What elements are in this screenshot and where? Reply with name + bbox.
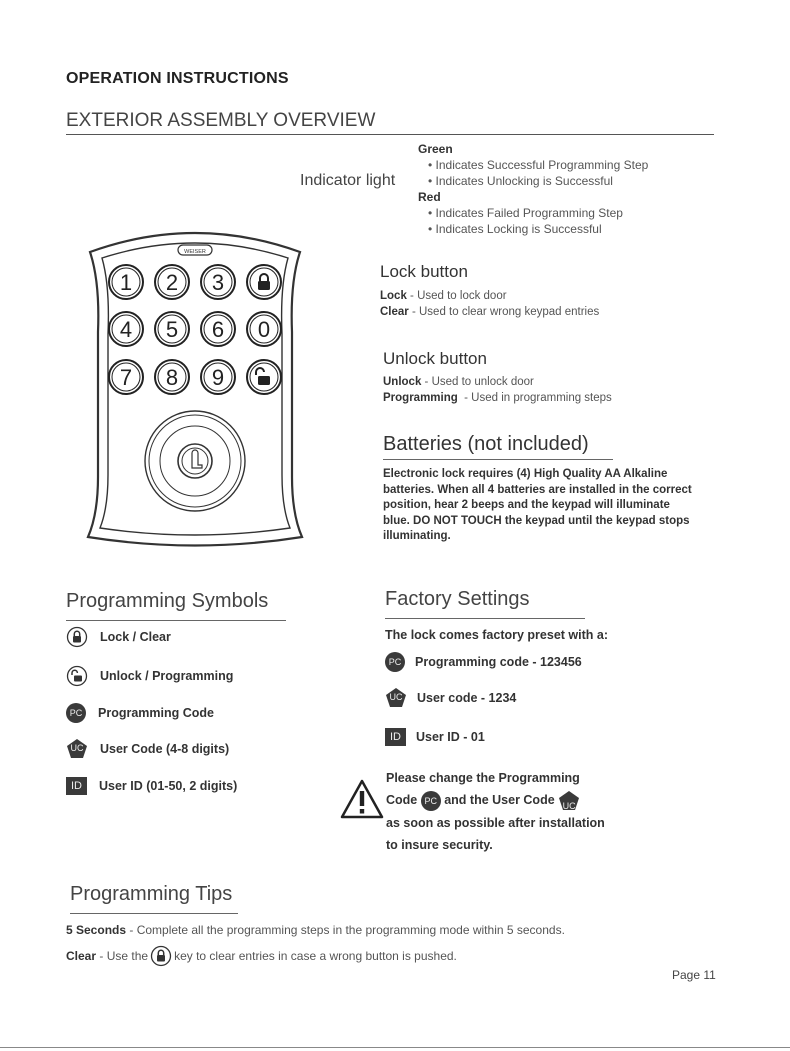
symbol-row: Lock / Clear: [66, 626, 171, 648]
security-warning: Please change the Programming Code PC and the User Code UC as soon as possible after installation to insure security.: [386, 771, 605, 852]
brand-logo-text: WEISER: [184, 249, 206, 255]
red-item: • Indicates Locking is Successful: [428, 222, 602, 236]
unlock-button-title: Unlock button: [383, 349, 487, 368]
pc-icon: PC: [385, 652, 405, 672]
tip-5-seconds: 5 Seconds - Complete all the programming steps in the programming mode within 5 seconds.: [66, 923, 565, 937]
uc-icon: UC: [558, 790, 580, 812]
lock-button-title: Lock button: [380, 262, 468, 281]
keypad-key-5: [155, 312, 189, 346]
id-icon: ID: [385, 728, 406, 746]
lock-icon: [66, 626, 88, 648]
batteries-text: Electronic lock requires (4) High Quality AA Alkaline batteries. When all 4 batteries are installed in the correct position, hear 2 beeps and the keypad will illuminate blue. DO NOT TOUCH the keypad until the keypad stops illuminating.: [383, 468, 692, 542]
unlock-icon: [66, 665, 88, 687]
svg-text:5: 5: [165, 317, 179, 342]
keypad-lock-key: [247, 265, 281, 299]
programming-symbols-title: Programming Symbols: [66, 590, 269, 612]
symbol-row: ID User ID (01-50, 2 digits): [66, 777, 237, 795]
factory-item: PC Programming code - 123456: [385, 652, 582, 672]
symbol-row: UC User Code (4-8 digits): [66, 738, 229, 760]
keypad-illustration: [80, 222, 310, 547]
keypad-key-6: [201, 312, 235, 346]
pc-icon: PC: [66, 703, 86, 723]
keypad-key-3: [201, 265, 235, 299]
factory-item: UC User code - 1234: [385, 687, 516, 709]
keypad-key-0: [247, 312, 281, 346]
id-icon: ID: [66, 777, 87, 795]
svg-text:2: 2: [165, 270, 179, 295]
svg-text:1: 1: [119, 270, 133, 295]
keypad-key-9: [201, 360, 235, 394]
keypad-key-4: [109, 312, 143, 346]
key-cylinder: [178, 444, 212, 478]
tips-underline: [70, 913, 238, 914]
lock-button-desc: Lock - Used to lock door Clear - Used to clear wrong keypad entries: [380, 290, 600, 318]
keypad-key-8: [155, 360, 189, 394]
indicator-light-label: Indicator light: [300, 172, 396, 189]
lock-icon: [150, 945, 172, 967]
batteries-underline: [383, 459, 613, 460]
uc-icon: UC: [66, 738, 88, 760]
factory-item: ID User ID - 01: [385, 728, 485, 746]
svg-text:7: 7: [119, 365, 133, 390]
symbol-row: PC Programming Code: [66, 703, 214, 723]
warning-icon: [340, 778, 384, 820]
keypad-key-7: [109, 360, 143, 394]
svg-text:6: 6: [211, 317, 225, 342]
section-heading: EXTERIOR ASSEMBLY OVERVIEW: [66, 110, 376, 131]
svg-text:4: 4: [119, 317, 133, 342]
green-heading: Green: [418, 142, 453, 156]
batteries-title: Batteries (not included): [383, 433, 589, 455]
red-item: • Indicates Failed Programming Step: [428, 206, 623, 220]
green-item: • Indicates Unlocking is Successful: [428, 174, 613, 188]
svg-text:0: 0: [257, 317, 271, 342]
indicator-legend: [418, 141, 648, 237]
factory-settings-title: Factory Settings: [385, 588, 530, 610]
page-heading: OPERATION INSTRUCTIONS: [66, 70, 289, 87]
pc-icon: PC: [421, 791, 441, 811]
factory-intro: The lock comes factory preset with a:: [385, 628, 608, 642]
keypad-key-2: [155, 265, 189, 299]
tip-clear: Clear - Use the key to clear entries in case a wrong button is pushed.: [66, 945, 457, 967]
symbols-underline: [66, 620, 286, 621]
keypad-key-1: [109, 265, 143, 299]
factory-underline: [385, 618, 585, 619]
bottom-border: [0, 1047, 790, 1048]
keypad-unlock-key: [247, 360, 281, 394]
symbol-row: Unlock / Programming: [66, 665, 233, 687]
svg-text:9: 9: [211, 365, 225, 390]
page-number: Page 11: [672, 968, 716, 982]
svg-text:8: 8: [165, 365, 179, 390]
heading-divider: [66, 134, 714, 135]
green-item: • Indicates Successful Programming Step: [428, 158, 649, 172]
deadbolt-rosette: [145, 411, 245, 511]
svg-text:3: 3: [211, 270, 225, 295]
red-heading: Red: [418, 190, 441, 204]
programming-tips-title: Programming Tips: [70, 883, 233, 905]
unlock-button-desc: Unlock - Used to unlock door Programming - Used in programming steps: [383, 376, 612, 404]
uc-icon: UC: [385, 687, 407, 709]
